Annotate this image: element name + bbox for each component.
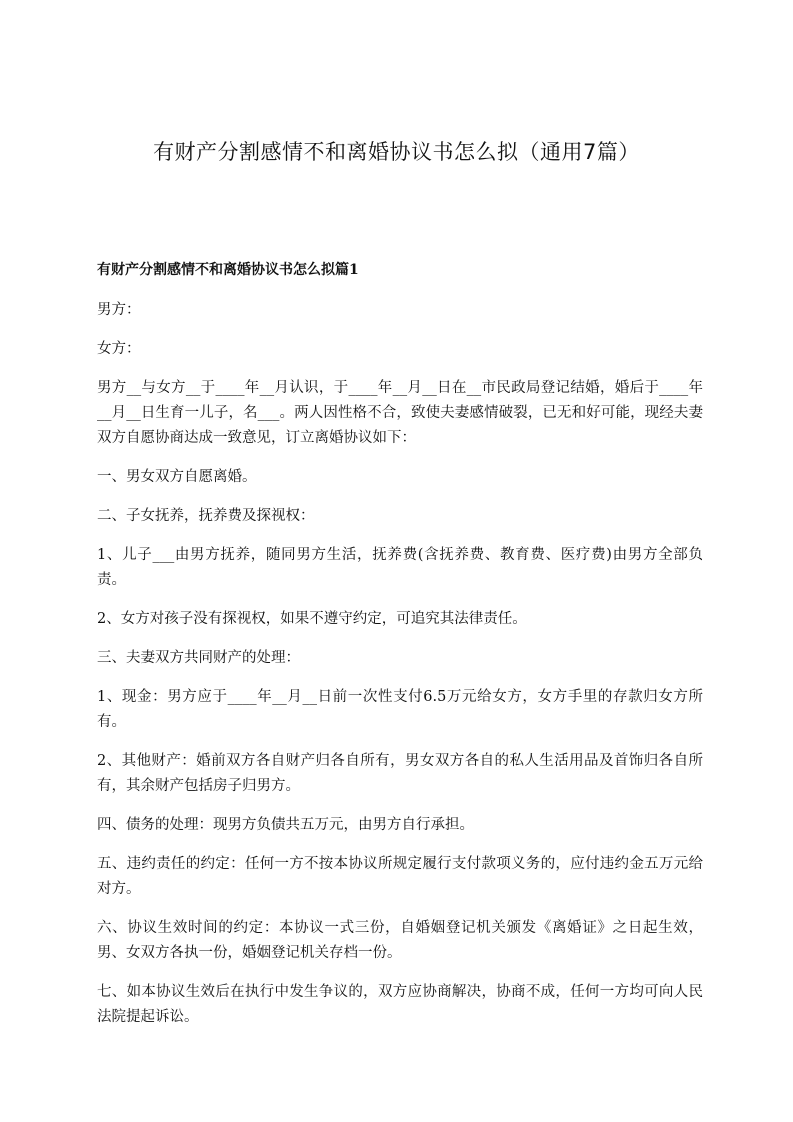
paragraph-clause-3-1: 1、现金：男方应于____年__月__日前一次性支付6.5万元给女方，女方手里的存款归女方所有。 [97, 689, 703, 730]
paragraph-clause-6: 六、协议生效时间的约定：本协议一式三份，自婚姻登记机关颁发《离婚证》之日起生效，男、女双方各执一份，婚姻登记机关存档一份。 [97, 920, 703, 961]
section-heading: 有财产分割感情不和离婚协议书怎么拟篇1 [97, 262, 359, 278]
paragraph-clause-2: 二、子女抚养，抚养费及探视权： [97, 508, 315, 524]
paragraph-background: 男方__与女方__于____年__月认识，于____年__月__日在__市民政局登记结婚，婚后于____年__月__日生育一儿子，名___。两人因性格不合，致使夫妻感情破裂，已无和好可能，现经夫妻双方自愿协商达成一致意见，订立离婚协议如下： [97, 380, 703, 446]
paragraph-clause-2-1: 1、儿子___由男方抚养，随同男方生活，抚养费(含抚养费、教育费、医疗费)由男方全部负责。 [97, 547, 703, 588]
document-body [97, 298, 703, 1044]
paragraph-clause-3: 三、夫妻双方共同财产的处理： [97, 650, 300, 666]
paragraph-man: 男方： [97, 302, 141, 318]
paragraph-clause-1: 一、男女双方自愿离婚。 [97, 469, 257, 485]
paragraph-clause-5: 五、违约责任的约定：任何一方不按本协议所规定履行支付款项义务的，应付违约金五万元给对方。 [97, 856, 703, 897]
paragraph-clause-7: 七、如本协议生效后在执行中发生争议的，双方应协商解决，协商不成，任何一方均可向人民法院提起诉讼。 [97, 984, 703, 1025]
document-title: 有财产分割感情不和离婚协议书怎么拟（通用7篇） [153, 140, 640, 164]
paragraph-clause-4: 四、债务的处理：现男方负债共五万元，由男方自行承担。 [97, 817, 474, 833]
paragraph-woman: 女方： [97, 341, 141, 357]
paragraph-clause-3-2: 2、其他财产：婚前双方各自财产归各自所有，男女双方各自的私人生活用品及首饰归各自所有，其余财产包括房子归男方。 [97, 753, 703, 794]
paragraph-clause-2-2: 2、女方对孩子没有探视权，如果不遵守约定，可追究其法律责任。 [97, 611, 527, 627]
